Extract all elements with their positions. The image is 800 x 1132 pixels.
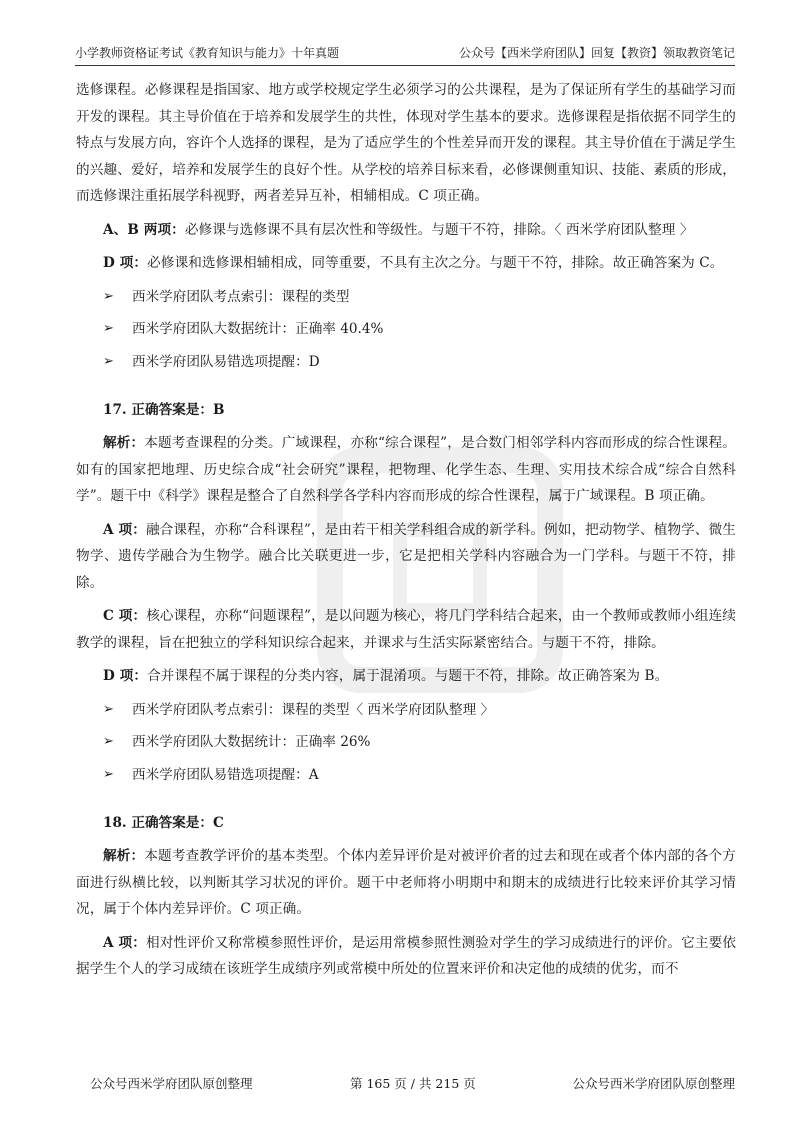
arrow-bullet-icon: ➢ xyxy=(103,766,114,782)
page-number: 第 165 页 / 共 215 页 xyxy=(350,1076,476,1091)
bullet-text: 西米学府团队大数据统计：正确率 26% xyxy=(132,734,371,750)
q18-option-a xyxy=(76,930,736,983)
bullet-item xyxy=(76,729,736,756)
option-text: 必修课与选修课不具有层次性和等级性。与题干不符，排除。〈 西米学府团队整理 〉 xyxy=(184,221,694,238)
header-promo: 公众号【西米学府团队】回复【教资】领取教资笔记 xyxy=(458,46,735,60)
bullet-item xyxy=(76,762,736,789)
question-17-heading: 17. 正确答案是：B xyxy=(103,402,225,418)
option-label: A 项： xyxy=(103,521,146,538)
bullet-item xyxy=(76,284,736,311)
intro-option-d xyxy=(76,250,736,277)
page-header xyxy=(75,38,735,62)
analysis-text: 本题考查教学评价的基本类型。个体内差异评价是对被评价者的过去和现在或者个体内部的各个方面进行纵横比较，以判断其学习状况的评价。题干中老师将小明期中和期末的成绩进行比较来评价其学习情况，属于个体内差异评价。C 项正确。 xyxy=(76,848,736,917)
option-label: C 项： xyxy=(103,608,147,624)
bullet-item xyxy=(76,697,736,724)
intro-option-ab xyxy=(76,217,736,244)
page-footer xyxy=(75,1074,735,1104)
option-text: 核心课程，亦称“问题课程”，是以问题为核心，将几门学科结合起来，由一个教师或教师小组连续教学的课程，旨在把独立的学科知识综合起来，并课求与生活实际紧密结合。与题干不符，排除。 xyxy=(76,608,737,651)
bullet-text: 西米学府团队考点索引：课程的类型〈 西米学府团队整理 〉 xyxy=(132,701,495,718)
footer-right: 公众号西米学府团队原创整理 xyxy=(572,1076,735,1091)
bullet-text: 西米学府团队易错选项提醒：A xyxy=(132,766,319,783)
bullet-item xyxy=(76,349,736,376)
arrow-bullet-icon: ➢ xyxy=(103,321,114,336)
q17-option-d xyxy=(76,663,736,690)
analysis-label: 解析： xyxy=(103,848,145,864)
bullet-text: 西米学府团队易错选项提醒：D xyxy=(132,353,320,370)
question-18-heading: 18. 正确答案是：C xyxy=(103,815,224,831)
analysis-text: 本题考查课程的分类。广域课程，亦称“综合课程”，是合数门相邻学科内容而形成的综合性课程。如有的国家把地理、历史综合成“社会研究”课程，把物理、化学生态、生理、实用技术综合成“综合自然科学”。题干中《科学》课程是整合了自然科学各学科内容而形成的综合性课程，属于广域课程。B 项正确。 xyxy=(76,435,736,504)
intro-paragraph: 选修课程。必修课程是指国家、地方或学校规定学生必须学习的公共课程，是为了保证所有学生的基础学习而开发的课程。其主导价值在于培养和发展学生的共性，体现对学生基本的要求。选修课程是指依据不同学生的特点与发展方向，容许个人选择的课程，是为了适应学生的个性差异而开发的课程。其主导价值在于满足学生的兴趣、爱好，培养和发展学生的良好个性。从学校的培养目标来看，必修课侧重知识、技能、素质的形成，而选修课注重拓展学科视野，两者差异互补，相辅相成。C 项正确。 xyxy=(76,82,736,204)
bullet-item xyxy=(76,316,736,343)
bullet-text: 西米学府团队考点索引：课程的类型 xyxy=(132,288,350,305)
option-label: D 项： xyxy=(103,255,148,271)
analysis-label: 解析： xyxy=(103,435,145,451)
footer-left: 公众号西米学府团队原创整理 xyxy=(90,1076,253,1091)
q17-analysis xyxy=(76,430,736,510)
page-body xyxy=(76,77,736,990)
arrow-bullet-icon: ➢ xyxy=(103,701,114,717)
arrow-bullet-icon: ➢ xyxy=(103,288,114,304)
q17-option-c xyxy=(76,603,736,656)
bullet-text: 西米学府团队大数据统计：正确率 40.4% xyxy=(132,321,384,337)
q18-analysis xyxy=(76,843,736,923)
header-divider xyxy=(75,65,735,66)
option-label: D 项： xyxy=(103,668,148,684)
option-text: 合并课程不属于课程的分类内容，属于混淆项。与题干不符，排除。故正确答案为 B。 xyxy=(147,668,669,684)
option-text: 融合课程，亦称“合科课程”，是由若干相关学科组合成的新学科。例如，把动物学、植物学、微生物学、遗传学融合为生物学。融合比关联更进一步，它是把相关学科内容融合为一门学科。与题干不符，排除。 xyxy=(76,521,737,591)
option-label: A、B 两项： xyxy=(103,221,185,238)
q17-option-a xyxy=(76,517,736,597)
arrow-bullet-icon: ➢ xyxy=(103,353,114,369)
option-label: A 项： xyxy=(103,934,146,951)
arrow-bullet-icon: ➢ xyxy=(103,734,114,749)
option-text: 必修课和选修课相辅相成，同等重要，不具有主次之分。与题干不符，排除。故正确答案为 C。 xyxy=(147,255,724,271)
header-title: 小学教师资格证考试《教育知识与能力》十年真题 xyxy=(75,46,340,60)
option-text: 相对性评价又称常模参照性评价，是运用常模参照性测验对学生的学习成绩进行的评价。它主要依据学生个人的学习成绩在该班学生成绩序列或常模中所处的位置来评价和决定他的成绩的优劣，而不 xyxy=(76,934,737,977)
